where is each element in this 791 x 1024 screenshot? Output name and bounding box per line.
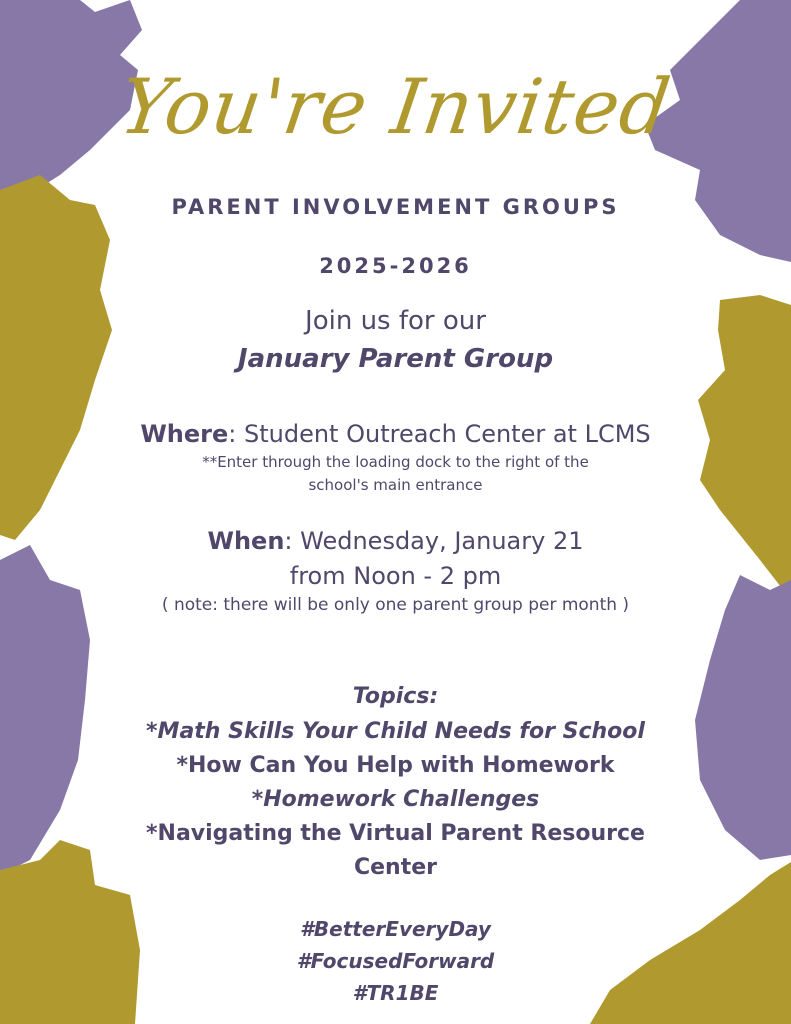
title: You're Invited	[114, 62, 677, 151]
when-time: from Noon - 2 pm	[289, 562, 502, 590]
year: 2025-2026	[319, 254, 472, 278]
when-line	[0, 527, 791, 555]
topics-heading: Topics:	[352, 684, 439, 709]
hashtag: #BetterEveryDay	[300, 917, 491, 941]
purple-brush-right	[695, 575, 791, 860]
where-line	[0, 420, 791, 448]
where-note-1: **Enter through the loading dock to the right of the	[202, 453, 589, 471]
when-note: ( note: there will be only one parent group per month )	[161, 595, 630, 615]
where-label: Where	[140, 420, 229, 448]
when-label: When	[207, 527, 285, 555]
topic-item: Center	[353, 855, 437, 880]
when-value: : Wednesday, January 21	[284, 527, 584, 555]
topic-item: *Math Skills Your Child Needs for School	[146, 719, 645, 744]
where-note-2: school's main entrance	[308, 476, 483, 494]
topic-item: *Homework Challenges	[251, 787, 540, 812]
join-line: Join us for our	[305, 306, 486, 336]
topic-item: *How Can You Help with Homework	[176, 753, 615, 778]
hashtag: #FocusedForward	[296, 949, 495, 973]
subtitle: PARENT INVOLVEMENT GROUPS	[171, 195, 620, 219]
event-name: January Parent Group	[237, 344, 554, 374]
hashtag: #TR1BE	[352, 981, 439, 1005]
where-value: : Student Outreach Center at LCMS	[228, 420, 651, 448]
topic-item: *Navigating the Virtual Parent Resource	[146, 821, 645, 846]
